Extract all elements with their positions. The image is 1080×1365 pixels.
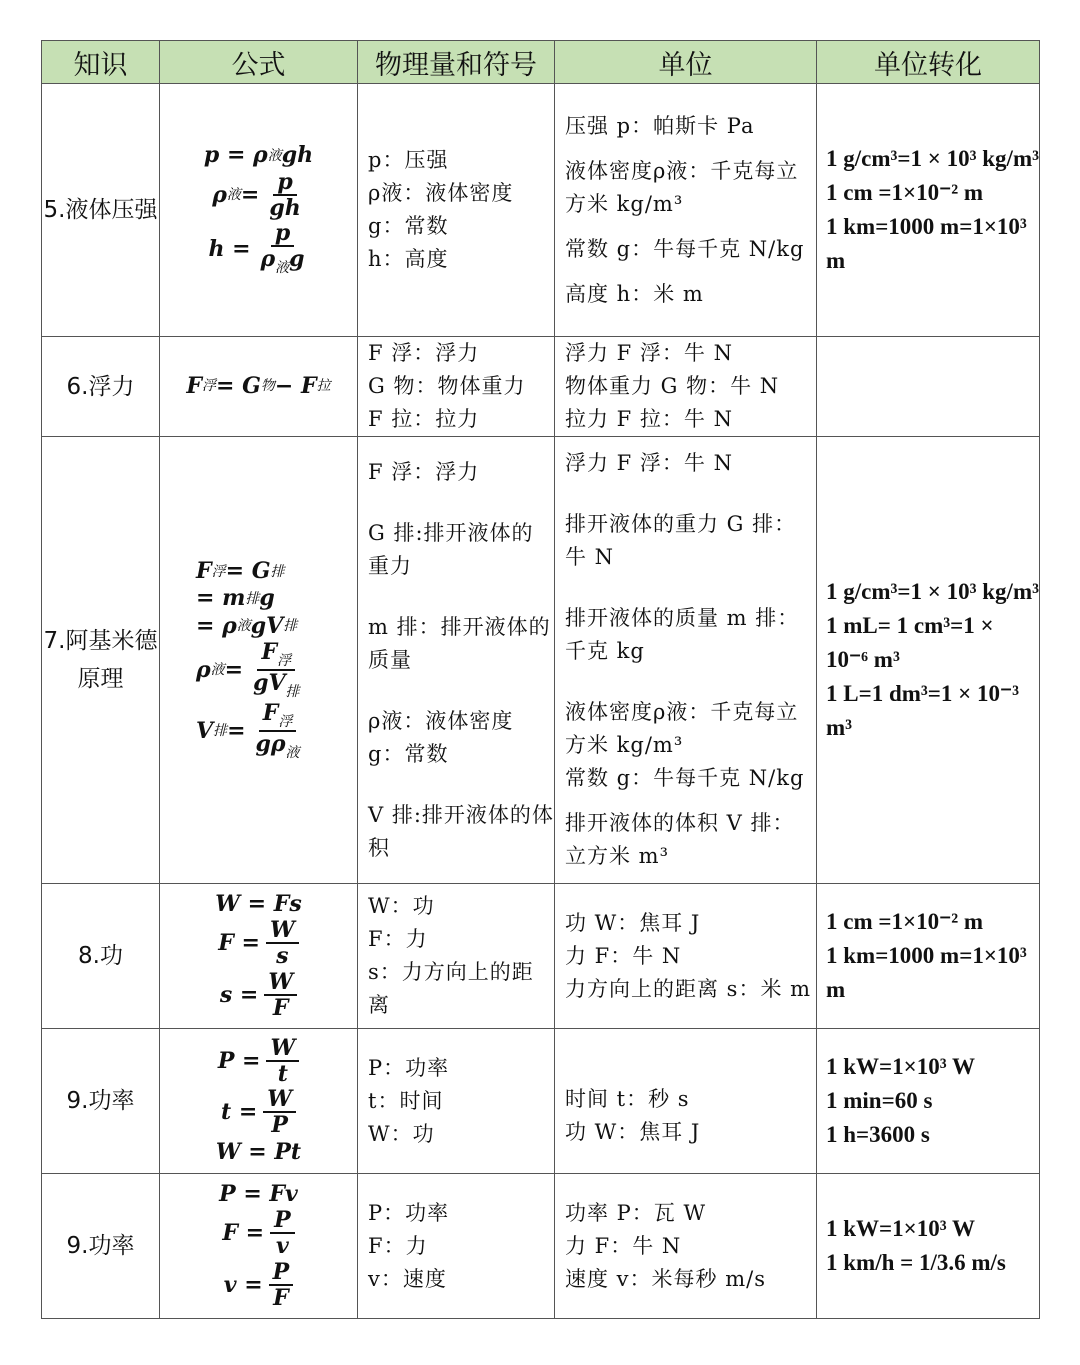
unit-line: 压强 p：帕斯卡 Pa xyxy=(565,113,755,138)
unit-line: 拉力 F 拉：牛 N xyxy=(565,407,733,431)
symbol-line: V 排:排开液体的体积 xyxy=(368,802,554,860)
table-row xyxy=(42,84,1040,337)
symbol-line: g：常数 xyxy=(368,214,449,238)
table-row xyxy=(42,1029,1040,1174)
conversion-line: 1 h=3600 s xyxy=(826,1122,930,1147)
formula: p = ρ 液 gh xyxy=(203,142,314,169)
unit-line: 排开液体的重力 G 排：牛 N xyxy=(565,512,797,569)
header-formula: 公式 xyxy=(160,41,358,84)
symbol-line: F 浮：浮力 xyxy=(368,341,480,365)
formula: W = Pt xyxy=(215,1138,302,1165)
topic-cell: 6.浮力 xyxy=(42,337,160,437)
formula: P = Fv xyxy=(219,1181,298,1208)
unit-line: 时间 t：秒 s xyxy=(565,1087,690,1111)
unit-line: 浮力 F 浮：牛 N xyxy=(565,341,733,365)
symbol-line: t：时间 xyxy=(368,1088,444,1113)
symbol-line: p：压强 xyxy=(368,148,449,172)
topic-cell: 5.液体压强 xyxy=(42,84,160,337)
unit-line: 高度 h：米 m xyxy=(565,281,704,306)
formula-cell xyxy=(160,437,358,884)
units-cell xyxy=(555,337,817,437)
conversion-line: 1 cm =1×10⁻² m xyxy=(826,909,984,934)
symbols-cell xyxy=(358,1174,555,1319)
unit-line: 力方向上的距离 s：米 m xyxy=(565,976,812,1001)
formula: s = $\frac{W}{F}$ xyxy=(220,971,297,1020)
symbol-line: P：功率 xyxy=(368,1200,450,1225)
symbol-line: ρ液：液体密度 xyxy=(368,708,514,733)
topic-cell: 9.功率 xyxy=(42,1029,160,1174)
conversion-line: 1 km/h = 1/3.6 m/s xyxy=(826,1250,1006,1275)
symbols-cell xyxy=(358,884,555,1029)
unit-line: 排开液体的质量 m 排：千克 kg xyxy=(565,606,800,663)
conversion-cell xyxy=(817,337,1040,437)
physics-formula-table xyxy=(41,40,1040,1319)
formula: ρ 液 = $\frac{p}{gh}$ xyxy=(212,168,301,221)
header-conversion: 单位转化 xyxy=(817,41,1040,84)
units-cell xyxy=(555,1174,817,1319)
unit-line: 功率 P：瓦 W xyxy=(565,1200,707,1225)
conversion-line: 1 mL= 1 cm³=1 × 10⁻⁶ m³ xyxy=(826,613,994,672)
symbol-line: h：高度 xyxy=(368,247,449,271)
unit-line: 液体密度ρ液：千克每立方米 kg/m³ xyxy=(565,158,799,216)
unit-line: 功 W：焦耳 J xyxy=(565,1120,701,1144)
symbol-line: F 浮：浮力 xyxy=(368,459,480,484)
symbol-line: G 物：物体重力 xyxy=(368,374,526,398)
topic-cell: 8.功 xyxy=(42,884,160,1029)
symbols-cell xyxy=(358,84,555,337)
symbol-line: F：力 xyxy=(368,927,428,951)
unit-line: 常数 g：牛每千克 N/kg xyxy=(565,236,805,261)
formula-cell xyxy=(160,1029,358,1174)
symbol-line: G 排:排开液体的重力 xyxy=(368,520,534,578)
symbols-cell xyxy=(358,1029,555,1174)
conversion-line: 1 g/cm³=1 × 10³ kg/m³ xyxy=(826,146,1039,171)
topic-cell: 7.阿基米德原理 xyxy=(42,437,160,884)
unit-line: 功 W：焦耳 J xyxy=(565,910,701,935)
formula: = m 排 g xyxy=(196,585,275,612)
conversion-line: 1 kW=1×10³ W xyxy=(826,1216,975,1241)
conversion-line: 1 km=1000 m=1×10³ m xyxy=(826,943,1027,1002)
formula-cell xyxy=(160,1174,358,1319)
formula: F = $\frac{P}{v}$ xyxy=(222,1209,294,1258)
unit-line: 常数 g：牛每千克 N/kg xyxy=(565,766,805,790)
formula: h = $\frac{p}{\rho_液g}$ xyxy=(208,220,305,277)
table-row xyxy=(42,1174,1040,1319)
formula-cell xyxy=(160,884,358,1029)
formula-cell xyxy=(160,337,358,437)
symbol-line: m 排：排开液体的质量 xyxy=(368,614,551,672)
table-row xyxy=(42,437,1040,884)
symbol-line: v：速度 xyxy=(368,1266,447,1291)
conversion-cell xyxy=(817,84,1040,337)
formula: F 浮 = G 物 − F 拉 xyxy=(186,372,331,399)
units-cell xyxy=(555,1029,817,1174)
unit-line: 力 F：牛 N xyxy=(565,1233,682,1258)
formula: = ρ 液 gV 排 xyxy=(196,612,298,639)
header-topic: 知识 xyxy=(42,41,160,84)
formula: ρ 液 = $\frac{F_浮}{gV_排}$ xyxy=(196,638,300,700)
conversion-line: 1 L=1 dm³=1 × 10⁻³ m³ xyxy=(826,681,1020,740)
symbol-line: g：常数 xyxy=(368,741,449,766)
units-cell xyxy=(555,884,817,1029)
conversion-line: 1 cm =1×10⁻² m xyxy=(826,180,984,205)
conversion-line: 1 g/cm³=1 × 10³ kg/m³ xyxy=(826,579,1039,604)
symbol-line: F 拉：拉力 xyxy=(368,407,480,431)
unit-line: 液体密度ρ液：千克每立方米 kg/m³ xyxy=(565,700,799,757)
unit-line: 速度 v：米每秒 m/s xyxy=(565,1266,766,1291)
conversion-line: 1 km=1000 m=1×10³ m xyxy=(826,214,1027,273)
symbol-line: W：功 xyxy=(368,1121,435,1146)
header-symbols: 物理量和符号 xyxy=(358,41,555,84)
table-row xyxy=(42,337,1040,437)
unit-line: 排开液体的体积 V 排：立方米 m³ xyxy=(565,811,795,868)
symbol-line: s：力方向上的距离 xyxy=(368,960,534,1017)
units-cell xyxy=(555,437,817,884)
table-row xyxy=(42,884,1040,1029)
unit-line: 浮力 F 浮：牛 N xyxy=(565,451,733,475)
unit-line: 力 F：牛 N xyxy=(565,943,682,968)
formula: v = $\frac{P}{F}$ xyxy=(224,1261,293,1310)
conversion-cell xyxy=(817,437,1040,884)
formula: V 排 = $\frac{F_浮}{g\rho_液}$ xyxy=(196,699,300,761)
formula: F 浮 = G 排 xyxy=(196,557,285,584)
symbol-line: F：力 xyxy=(368,1233,428,1258)
formula: P = $\frac{W}{t}$ xyxy=(218,1037,299,1086)
topic-cell: 9.功率 xyxy=(42,1174,160,1319)
formula: F = $\frac{W}{s}$ xyxy=(218,919,298,968)
conversion-line: 1 kW=1×10³ W xyxy=(826,1054,975,1079)
header-row xyxy=(42,41,1040,84)
conversion-cell xyxy=(817,884,1040,1029)
symbol-line: ρ液：液体密度 xyxy=(368,181,514,205)
symbol-line: P：功率 xyxy=(368,1055,450,1080)
header-units: 单位 xyxy=(555,41,817,84)
formula-cell xyxy=(160,84,358,337)
symbols-cell xyxy=(358,437,555,884)
formula: W = Fs xyxy=(215,891,302,918)
conversion-cell xyxy=(817,1174,1040,1319)
conversion-cell xyxy=(817,1029,1040,1174)
units-cell xyxy=(555,84,817,337)
symbol-line: W：功 xyxy=(368,894,435,918)
conversion-line: 1 min=60 s xyxy=(826,1088,933,1113)
formula: t = $\frac{W}{P}$ xyxy=(221,1088,296,1137)
symbols-cell xyxy=(358,337,555,437)
unit-line: 物体重力 G 物：牛 N xyxy=(565,374,780,398)
